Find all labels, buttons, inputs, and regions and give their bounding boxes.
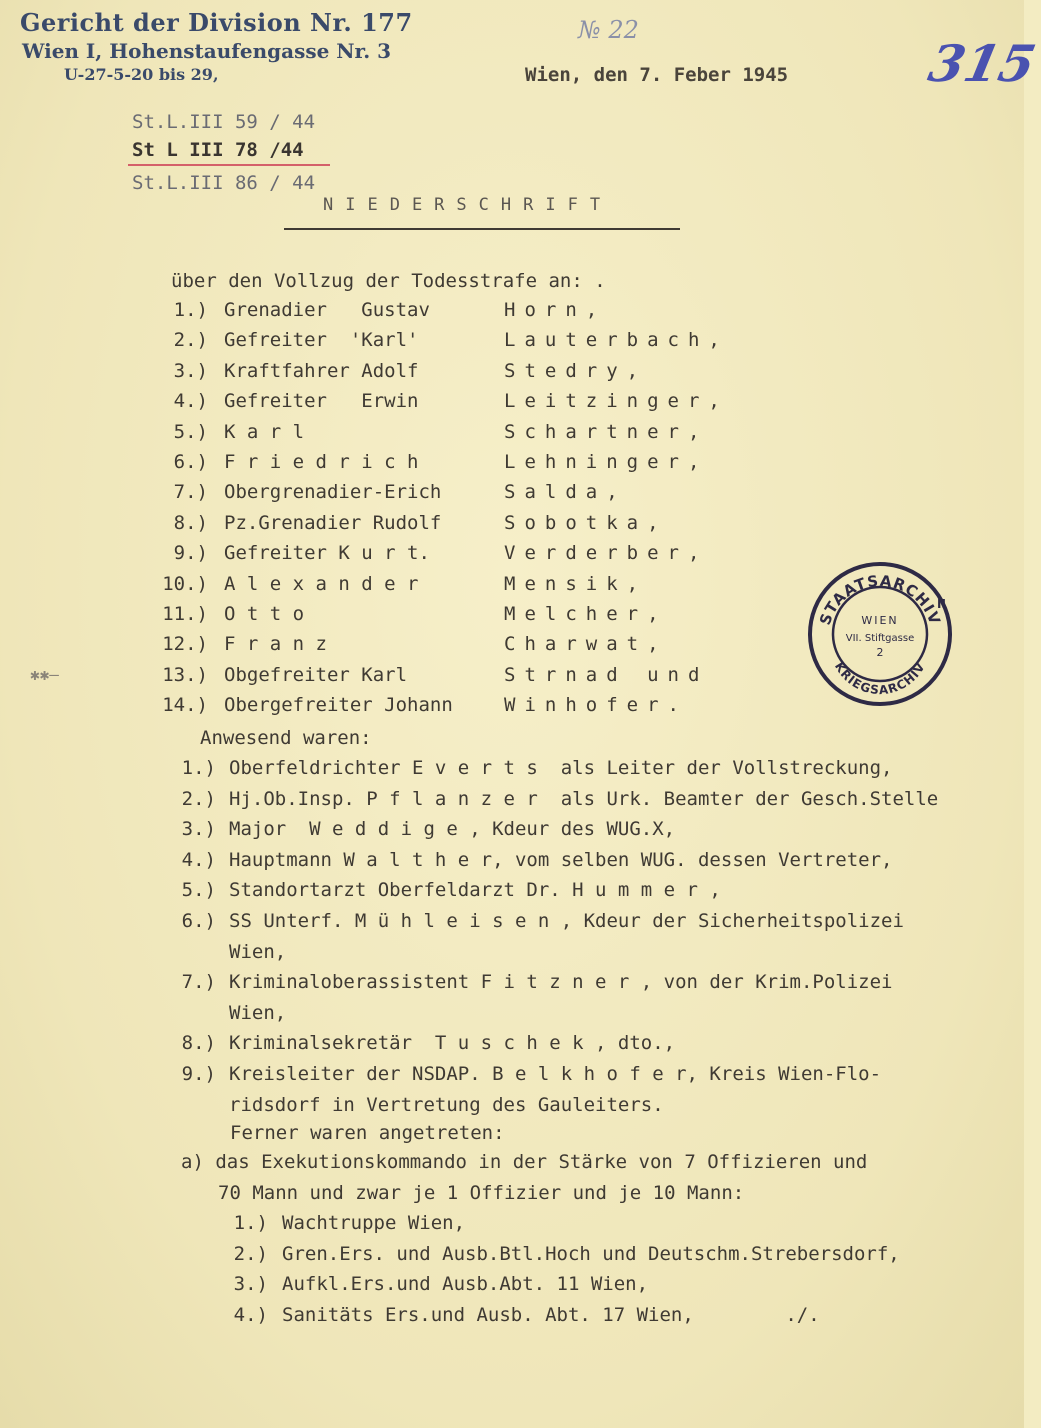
condemned-surname: Sobotka, [504, 511, 668, 534]
unit-row [0, 1212, 1024, 1240]
unit-row [0, 1273, 1024, 1301]
margin-mark: ✱✱– [30, 665, 59, 684]
unit-number: 3.) [233, 1273, 268, 1295]
condemned-row [0, 390, 1024, 418]
present-number: 2.) [181, 787, 216, 810]
condemned-surname: Salda, [504, 481, 627, 504]
present-row [0, 1032, 1024, 1060]
present-text: SS Unterf. M ü h l e i s e n , Kdeur der Sicherheitspolizei [229, 910, 904, 932]
present-row [0, 1063, 1024, 1091]
condemned-given-name: F r a n z [224, 633, 327, 656]
present-row [0, 910, 1024, 938]
condemned-given-name: Gefreiter Erwin [224, 390, 419, 413]
condemned-row [0, 360, 1024, 388]
condemned-given-name: Gefreiter K u r t. [224, 542, 430, 565]
condemned-row [0, 481, 1024, 509]
present-row [0, 818, 1024, 846]
condemned-number: 4.) [173, 390, 208, 413]
condemned-surname: Verderber, [504, 542, 709, 565]
present-text: Hauptmann W a l t h e r, vom selben WUG. dessen Vertreter, [229, 848, 893, 871]
reference-underline [128, 164, 330, 166]
unit-text: Sanitäts Ers.und Ausb. Abt. 17 Wien, ./. [282, 1303, 820, 1326]
present-text: Kriminalsekretär T u s c h e k , dto., [229, 1032, 676, 1055]
present-number: 1.) [181, 757, 216, 779]
condemned-surname: Leitzinger, [504, 390, 729, 413]
condemned-number: 3.) [173, 359, 208, 382]
condemned-given-name: Gefreiter 'Karl' [224, 329, 419, 352]
condemned-number: 6.) [173, 451, 208, 473]
letterhead-line1: Gericht der Division Nr. 177 [20, 8, 413, 37]
condemned-surname: Lehninger, [504, 451, 709, 473]
also-a-line1: a) das Exekutionskommando in der Stärke von 7 Offizieren und [181, 1151, 868, 1173]
present-text: Kriminaloberassistent F i t z n e r , von der Krim.Polizei [229, 971, 893, 994]
present-number: 4.) [181, 848, 216, 871]
present-row [0, 879, 1024, 907]
title-underline [284, 228, 680, 230]
present-text: Oberfeldrichter E v e r t s als Leiter der Vollstreckung, [229, 757, 893, 779]
stamp-bottom-text: KRIEGSARCHIV [831, 659, 929, 698]
document-title: NIEDERSCHRIFT [323, 195, 613, 215]
archive-stamp [806, 560, 954, 708]
present-text: Wien, [229, 1001, 287, 1024]
present-text: Hj.Ob.Insp. P f l a n z e r als Urk. Beamter der Gesch.Stelle [229, 787, 939, 810]
condemned-given-name: Obgefreiter Karl [224, 663, 408, 686]
condemned-number: 2.) [173, 329, 208, 352]
reference-3: St.L.III 86 / 44 [132, 172, 316, 194]
date-line: Wien, den 7. Feber 1945 [525, 64, 789, 86]
condemned-given-name: Pz.Grenadier Rudolf [224, 511, 442, 534]
condemned-number: 10.) [162, 572, 208, 595]
present-row [0, 1002, 1024, 1030]
intro-line: über den Vollzug der Todesstrafe an: . [171, 270, 606, 292]
present-row [0, 971, 1024, 999]
present-number: 9.) [181, 1063, 216, 1085]
condemned-given-name: Obergrenadier-Erich [224, 481, 442, 504]
condemned-surname: Horn, [504, 299, 607, 321]
condemned-number: 11.) [162, 603, 208, 625]
condemned-given-name: Kraftfahrer Adolf [224, 359, 419, 382]
condemned-surname: Charwat, [504, 633, 668, 656]
also-a-line2: 70 Mann und zwar je 1 Offizier und je 10 Mann: [218, 1182, 745, 1204]
present-number: 7.) [181, 971, 216, 994]
svg-text:KRIEGSARCHIV [832, 660, 928, 698]
condemned-given-name: F r i e d r i c h [224, 451, 419, 473]
present-number: 3.) [181, 818, 216, 841]
unit-text: Aufkl.Ers.und Ausb.Abt. 11 Wien, [282, 1273, 649, 1295]
condemned-number: 5.) [173, 420, 208, 443]
stamp-top-text: STAATSARCHIV [815, 571, 945, 628]
present-row [0, 788, 1024, 816]
condemned-given-name: Grenadier Gustav [224, 299, 430, 321]
stamp-city: WIEN [861, 614, 899, 627]
condemned-number: 13.) [162, 663, 208, 686]
condemned-given-name: Obergefreiter Johann [224, 694, 453, 717]
condemned-surname: Strnad und [504, 663, 709, 686]
unit-number: 1.) [233, 1212, 268, 1234]
condemned-row [0, 421, 1024, 449]
condemned-surname: Winhofer. [504, 694, 688, 717]
condemned-surname: Stedry, [504, 359, 648, 382]
letterhead [20, 8, 413, 84]
condemned-number: 12.) [162, 633, 208, 656]
present-row [0, 757, 1024, 785]
condemned-given-name: A l e x a n d e r [224, 572, 419, 595]
unit-number: 2.) [233, 1242, 268, 1265]
reference-1: St.L.III 59 / 44 [132, 111, 316, 133]
unit-row [0, 1243, 1024, 1271]
condemned-number: 7.) [173, 481, 208, 504]
condemned-surname: Lauterbach, [504, 329, 729, 352]
present-text: Kreisleiter der NSDAP. B e l k h o f e r, Kreis Wien-Flo- [229, 1063, 882, 1085]
condemned-surname: Mensik, [504, 572, 648, 595]
present-row [0, 941, 1024, 969]
present-text: Wien, [229, 940, 287, 963]
handwritten-note: № 22 [578, 16, 639, 44]
condemned-number: 9.) [173, 542, 208, 565]
unit-text: Wachtruppe Wien, [282, 1212, 466, 1234]
unit-text: Gren.Ers. und Ausb.Btl.Hoch und Deutschm.Strebersdorf, [282, 1242, 900, 1265]
condemned-row [0, 512, 1024, 540]
condemned-number: 1.) [173, 299, 208, 321]
letterhead-line3: U-27-5-20 bis 29, [64, 65, 219, 84]
present-row [0, 1094, 1024, 1122]
stamp-numeral: II [937, 597, 946, 611]
also-label: Ferner waren angetreten: [230, 1122, 505, 1144]
condemned-row [0, 451, 1024, 479]
present-text: Major W e d d i g e , Kdeur des WUG.X, [229, 818, 676, 841]
condemned-given-name: O t t o [224, 603, 305, 625]
stamp-house: 2 [876, 646, 884, 659]
condemned-surname: Schartner, [504, 420, 709, 443]
present-text: ridsdorf in Vertretung des Gauleiters. [229, 1093, 664, 1116]
present-number: 8.) [181, 1032, 216, 1055]
condemned-number: 14.) [162, 694, 208, 717]
unit-row [0, 1304, 1024, 1332]
present-row [0, 849, 1024, 877]
condemned-row [0, 299, 1024, 327]
page-number: 315 [923, 34, 1041, 93]
condemned-row [0, 329, 1024, 357]
condemned-number: 8.) [173, 511, 208, 534]
condemned-surname: Melcher, [504, 603, 668, 625]
unit-number: 4.) [233, 1303, 268, 1326]
present-number: 5.) [181, 879, 216, 902]
present-number: 6.) [181, 910, 216, 932]
condemned-given-name: K a r l [224, 420, 305, 443]
stamp-street: VII. Stiftgasse [845, 633, 915, 644]
reference-2: St L III 78 /44 [132, 139, 304, 161]
present-label: Anwesend waren: [200, 727, 372, 749]
letterhead-line2: Wien I, Hohenstaufengasse Nr. 3 [22, 39, 392, 63]
present-text: Standortarzt Oberfeldarzt Dr. H u m m e r , [229, 879, 721, 902]
